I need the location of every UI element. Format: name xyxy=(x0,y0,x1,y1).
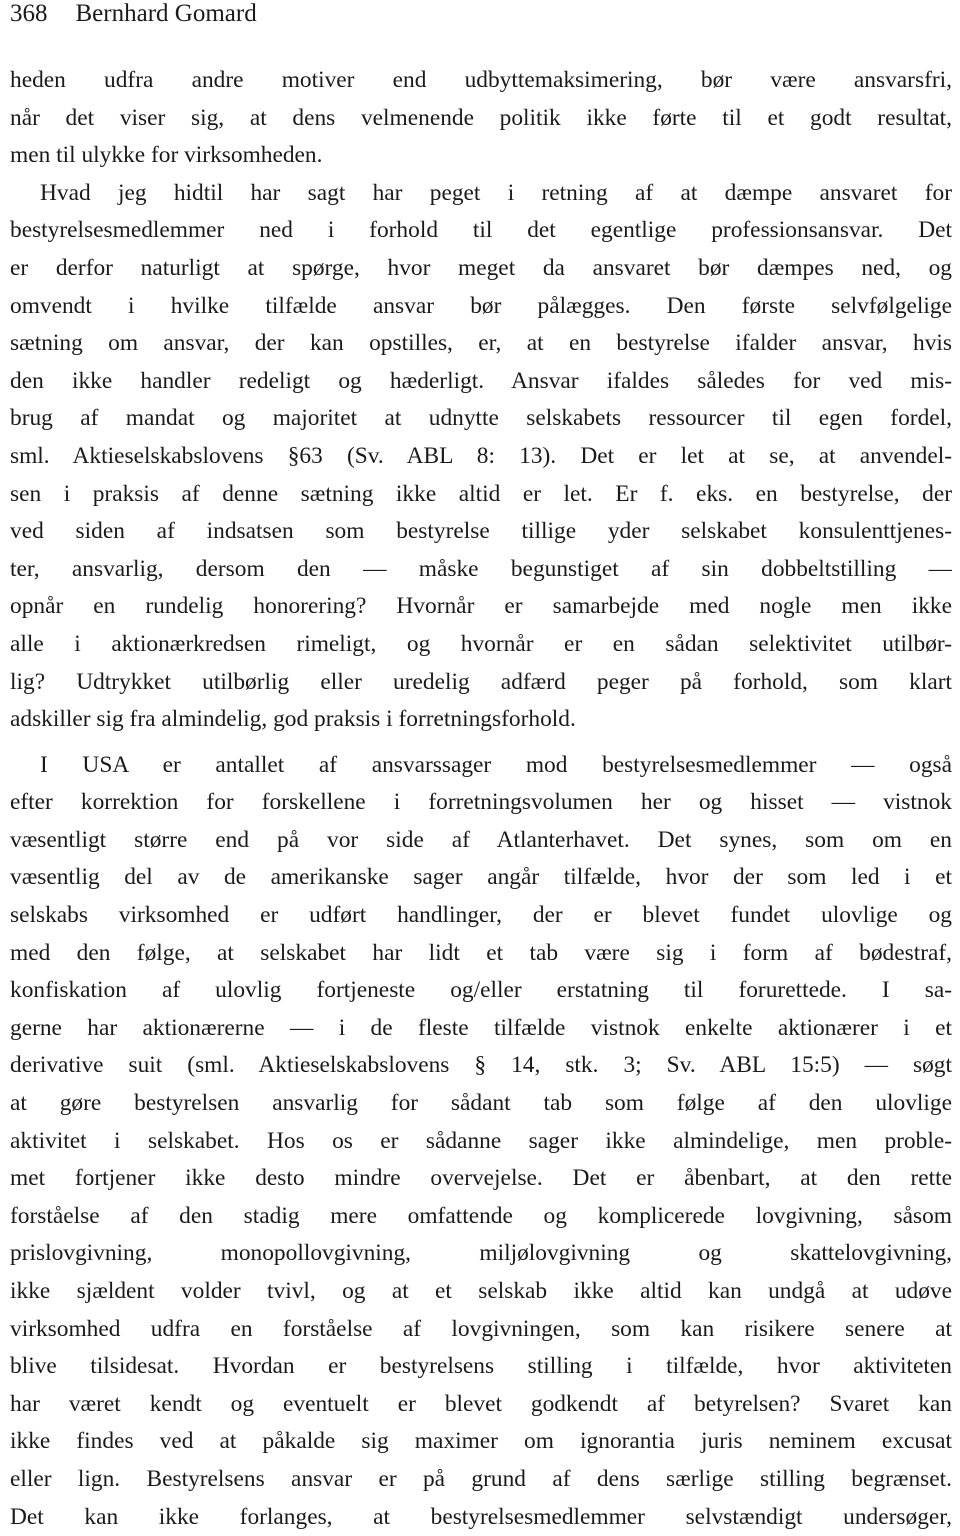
text-line: met fortjener ikke desto mindre overvejelse. Det er åbenbart, at den rette xyxy=(10,1165,952,1192)
page-number: 368 xyxy=(10,0,48,27)
text-line: selskabs virksomhed er udført handlinger, der er blevet fundet ulovlige og xyxy=(10,902,952,929)
text-line: aktivitet i selskabet. Hos os er sådanne sager ikke almindelige, men proble- xyxy=(10,1127,952,1154)
text-line: heden udfra andre motiver end udbyttemaksimering, bør være ansvarsfri, xyxy=(10,67,952,93)
body-text xyxy=(10,62,952,1536)
document-page xyxy=(10,0,952,1536)
text-line: efter korrektion for forskellene i forretningsvolumen her og hisset — vistnok xyxy=(10,789,952,816)
author-name: Bernhard Gomard xyxy=(75,0,257,27)
text-line: blive tilsidesat. Hvordan er bestyrelsens stilling i tilfælde, hvor aktiviteten xyxy=(10,1353,952,1380)
text-line: at gøre bestyrelsen ansvarlig for sådant tab som følge af den ulovlige xyxy=(10,1090,952,1117)
text-line: konfiskation af ulovlig fortjeneste og/eller erstatning til forurettede. I sa- xyxy=(10,977,952,1004)
text-line: Hvad jeg hidtil har sagt har peget i retning af at dæmpe ansvaret for xyxy=(40,179,952,206)
text-line: opnår en rundelig honorering? Hvornår er samarbejde med nogle men ikke xyxy=(10,593,952,620)
text-line: I USA er antallet af ansvarssager mod bestyrelsesmedlemmer — også xyxy=(40,751,952,778)
text-line: er derfor naturligt at spørge, hvor meget da ansvaret bør dæmpes ned, og xyxy=(10,254,952,281)
text-line: den ikke handler redeligt og hæderligt. Ansvar ifaldes således for ved mis- xyxy=(10,367,952,394)
text-line: forståelse af den stadig mere omfattende og komplicerede lovgivning, såsom xyxy=(10,1202,952,1229)
text-line: ikke findes ved at påkalde sig maximer om ignorantia juris neminem excusat xyxy=(10,1428,952,1455)
text-line: men til ulykke for virksomheden. xyxy=(10,142,323,169)
text-line: Det kan ikke forlanges, at bestyrelsesmedlemmer selvstændigt undersøger, xyxy=(10,1503,952,1530)
text-line: sen i praksis af denne sætning ikke altid er let. Er f. eks. en bestyrelse, der xyxy=(10,480,952,507)
text-line: prislovgivning, monopollovgivning, miljølovgivning og skattelovgivning, xyxy=(10,1240,952,1267)
text-line: når det viser sig, at dens velmenende politik ikke førte til et godt resultat, xyxy=(10,104,952,131)
text-line: har været kendt og eventuelt er blevet godkendt af betyrelsen? Svaret kan xyxy=(10,1390,952,1417)
text-line: omvendt i hvilke tilfælde ansvar bør pålægges. Den første selvfølgelige xyxy=(10,292,952,319)
text-line: ter, ansvarlig, dersom den — måske begunstiget af sin dobbeltstilling — xyxy=(10,555,952,582)
text-line: med den følge, at selskabet har lidt et tab være sig i form af bødestraf, xyxy=(10,939,952,966)
text-line: adskiller sig fra almindelig, god praksis i forretningsforhold. xyxy=(10,706,576,733)
text-line: ikke sjældent volder tvivl, og at et selskab ikke altid kan undgå at udøve xyxy=(10,1278,952,1304)
text-line: brug af mandat og majoritet at udnytte selskabets ressourcer til egen fordel, xyxy=(10,405,952,432)
running-head xyxy=(10,0,952,28)
text-line: gerne har aktionærerne — i de fleste tilfælde vistnok enkelte aktionærer i et xyxy=(10,1014,952,1041)
text-line: bestyrelsesmedlemmer ned i forhold til det egentlige professionsansvar. Det xyxy=(10,217,952,244)
text-line: ved siden af indsatsen som bestyrelse tillige yder selskabet konsulenttjenes- xyxy=(10,518,952,545)
text-line: alle i aktionærkredsen rimeligt, og hvornår er en sådan selektivitet utilbør- xyxy=(10,630,952,657)
text-line: væsentligt større end på vor side af Atlanterhavet. Det synes, som om en xyxy=(10,826,952,853)
text-line: lig? Udtrykket utilbørlig eller uredelig adfærd peger på forhold, som klart xyxy=(10,668,952,695)
text-line: væsentlig del av de amerikanske sager angår tilfælde, hvor der som led i et xyxy=(10,864,952,891)
text-line: derivative suit (sml. Aktieselskabslovens § 14, stk. 3; Sv. ABL 15:5) — søgt xyxy=(10,1052,952,1079)
text-line: sætning om ansvar, der kan opstilles, er, at en bestyrelse ifalder ansvar, hvis xyxy=(10,330,952,357)
text-line: sml. Aktieselskabslovens §63 (Sv. ABL 8: 13). Det er let at se, at anvendel- xyxy=(10,442,952,469)
text-line: eller lign. Bestyrelsens ansvar er på grund af dens særlige stilling begrænset. xyxy=(10,1465,952,1492)
text-line: virksomhed udfra en forståelse af lovgivningen, som kan risikere senere at xyxy=(10,1315,952,1342)
